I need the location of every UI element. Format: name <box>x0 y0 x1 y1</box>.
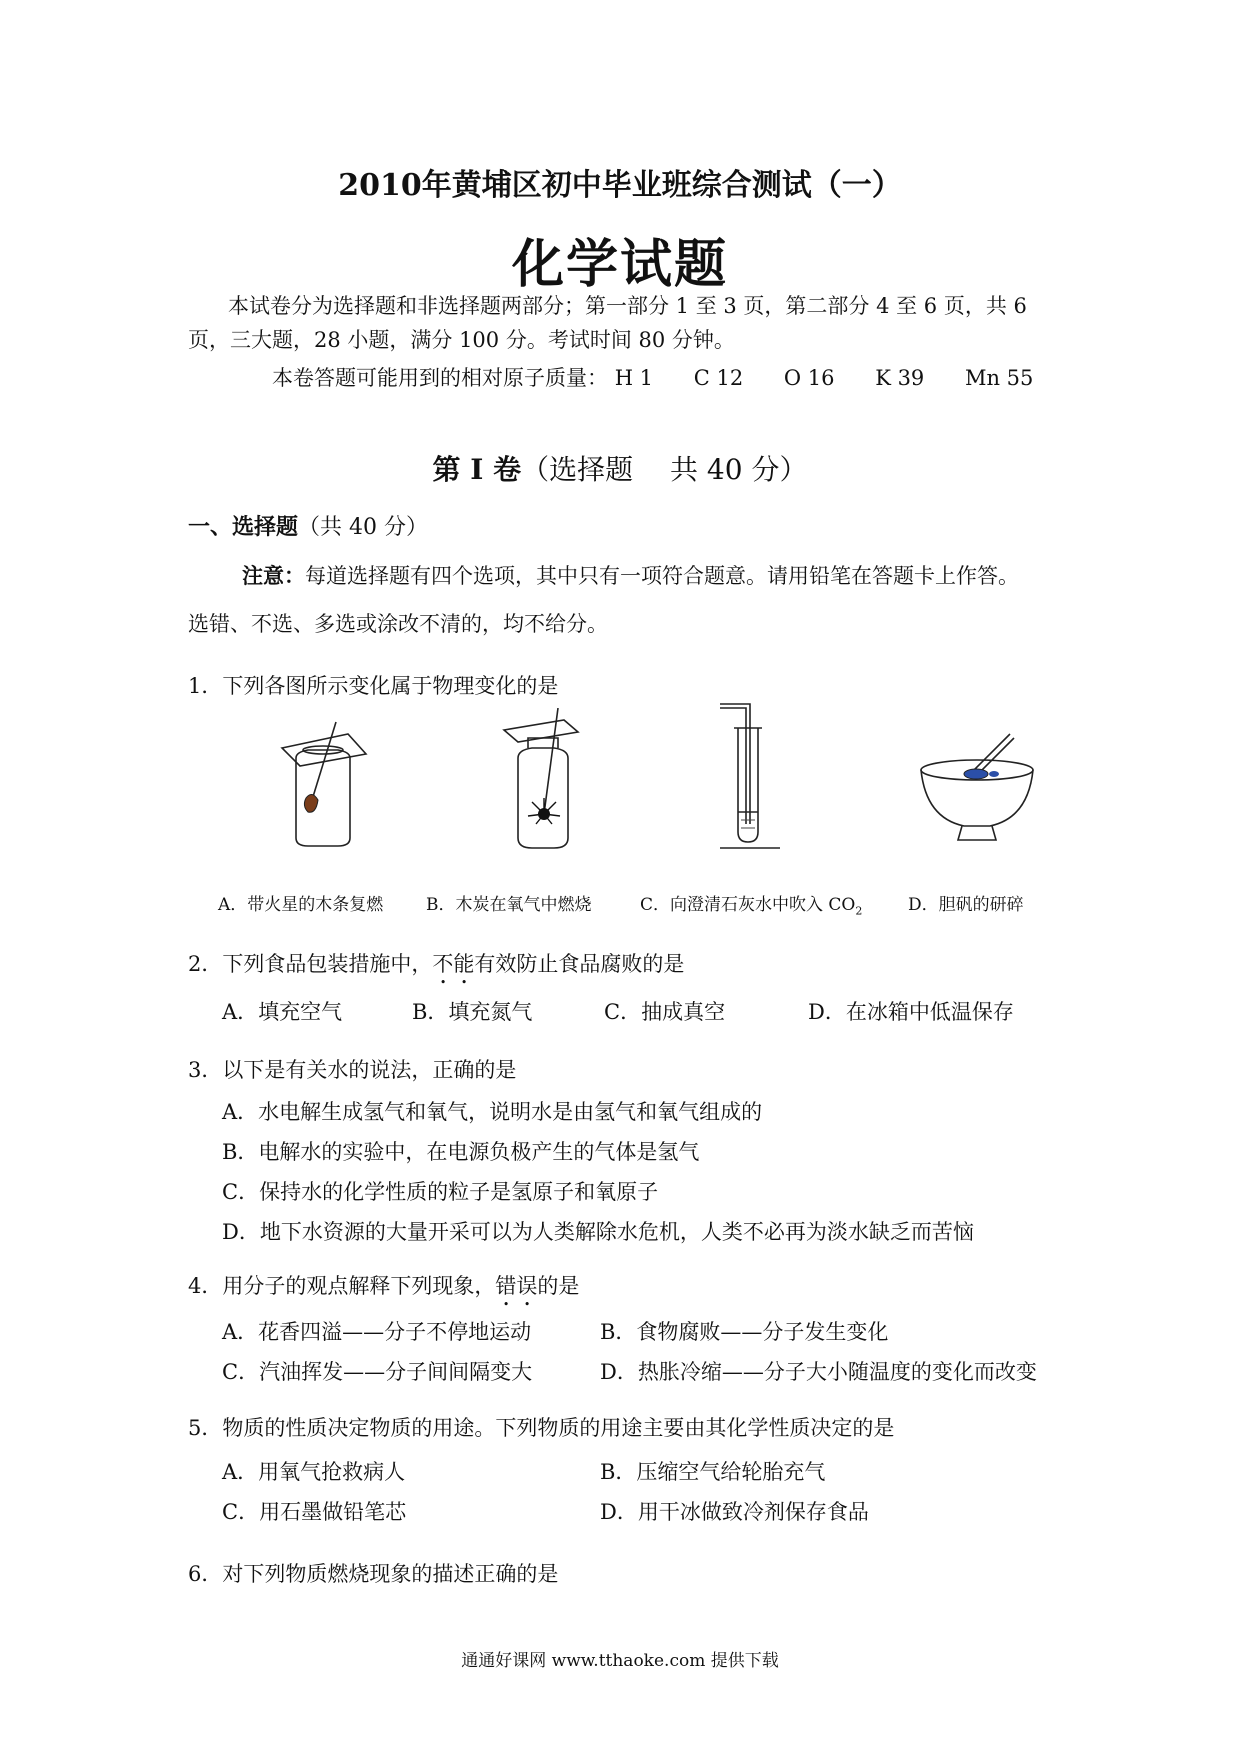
q1-caption-c <box>640 890 862 917</box>
q1-caption-a: A．带火星的木条复燃 <box>218 895 384 915</box>
atomic-mass-line <box>272 362 1033 392</box>
q4-stem-before: 4．用分子的观点解释下列现象， <box>188 1274 496 1298</box>
section-title-rest: （选择题 共 40 分） <box>521 453 808 486</box>
atomic-mass-c: C 12 <box>693 366 744 390</box>
q5-option-d: D．用干冰做致冷剂保存食品 <box>600 1500 869 1524</box>
atomic-mass-h: H 1 <box>614 366 654 390</box>
part-heading-rest: （共 40 分） <box>298 515 428 540</box>
q1-figure-a-bottle-splint <box>278 720 368 850</box>
q2-stem <box>188 948 684 989</box>
intro-line-2: 页，三大题，28 小题，满分 100 分。考试时间 80 分钟。 <box>188 328 735 352</box>
q4-stem-after: 的是 <box>537 1274 580 1298</box>
q1-stem: 1．下列各图所示变化属于物理变化的是 <box>188 674 559 698</box>
q1-figure-d-mortar-pestle <box>912 728 1042 848</box>
q1-caption-c-text: C．向澄清石灰水中吹入 CO <box>640 895 856 915</box>
note-line-1 <box>242 560 1019 590</box>
q2-stem-after: 有效防止食品腐败的是 <box>474 952 685 976</box>
q5-option-c: C．用石墨做铅笔芯 <box>222 1500 407 1524</box>
q1-caption-d: D．胆矾的研碎 <box>908 895 1024 915</box>
q3-stem: 3．以下是有关水的说法，正确的是 <box>188 1058 517 1082</box>
part-heading-bold: 一、选择题 <box>188 514 299 540</box>
q5-option-a: A．用氧气抢救病人 <box>222 1460 406 1484</box>
page-footer: 通通好课网 www.tthaoke.com 提供下载 <box>461 1651 779 1671</box>
part-heading <box>188 510 428 541</box>
section-title-bold: 第 I 卷 <box>432 453 522 486</box>
q6-stem: 6．对下列物质燃烧现象的描述正确的是 <box>188 1562 559 1586</box>
q2-option-d: D．在冰箱中低温保存 <box>808 1000 1014 1024</box>
note-text: 每道选择题有四个选项，其中只有一项符合题意。请用铅笔在答题卡上作答。 <box>305 564 1019 588</box>
q2-stem-emphasis: 不能 <box>432 952 475 976</box>
section-title <box>0 448 1240 488</box>
q2-stem-before: 2．下列食品包装措施中， <box>188 952 433 976</box>
q5-option-b: B．压缩空气给轮胎充气 <box>600 1460 826 1484</box>
q4-stem <box>188 1270 579 1311</box>
q4-option-c: C．汽油挥发——分子间间隔变大 <box>222 1360 533 1384</box>
atomic-mass-o: O 16 <box>783 366 835 390</box>
q1-figure-c-test-tube <box>720 700 790 850</box>
q4-option-d: D．热胀冷缩——分子大小随温度的变化而改变 <box>600 1360 1037 1384</box>
intro-line-1: 本试卷分为选择题和非选择题两部分；第一部分 1 至 3 页，第二部分 4 至 6 页，共 6 <box>228 294 1027 318</box>
subject-title: 化学试题 <box>511 234 728 295</box>
note-label: 注意： <box>242 563 305 588</box>
q2-option-a: A．填充空气 <box>222 1000 343 1024</box>
q4-option-b: B．食物腐败——分子发生变化 <box>600 1320 889 1344</box>
atomic-mass-mn: Mn 55 <box>964 366 1034 390</box>
atomic-mass-k: K 39 <box>875 366 925 390</box>
q5-stem: 5．物质的性质决定物质的用途。下列物质的用途主要由其化学性质决定的是 <box>188 1416 895 1440</box>
q1-figure-b-charcoal-bottle <box>498 708 588 853</box>
q3-option-d: D．地下水资源的大量开采可以为人类解除水危机，人类不必再为淡水缺乏而苦恼 <box>222 1220 974 1244</box>
atomic-mass-label: 本卷答题可能用到的相对原子质量： <box>272 366 608 390</box>
q2-option-c: C．抽成真空 <box>604 1000 726 1024</box>
q3-option-b: B．电解水的实验中，在电源负极产生的气体是氢气 <box>222 1140 700 1164</box>
q3-option-a: A．水电解生成氢气和氧气，说明水是由氢气和氧气组成的 <box>222 1100 763 1124</box>
q3-option-c: C．保持水的化学性质的粒子是氢原子和氧原子 <box>222 1180 659 1204</box>
q1-caption-c-sub: 2 <box>855 904 863 918</box>
note-line-2: 选错、不选、多选或涂改不清的，均不给分。 <box>188 612 608 636</box>
q4-option-a: A．花香四溢——分子不停地运动 <box>222 1320 532 1344</box>
q4-stem-emphasis: 错误 <box>495 1274 538 1298</box>
q1-caption-b: B．木炭在氧气中燃烧 <box>426 895 592 915</box>
exam-title: 2010年黄埔区初中毕业班综合测试（一） <box>338 168 902 203</box>
q2-option-b: B．填充氮气 <box>412 1000 533 1024</box>
